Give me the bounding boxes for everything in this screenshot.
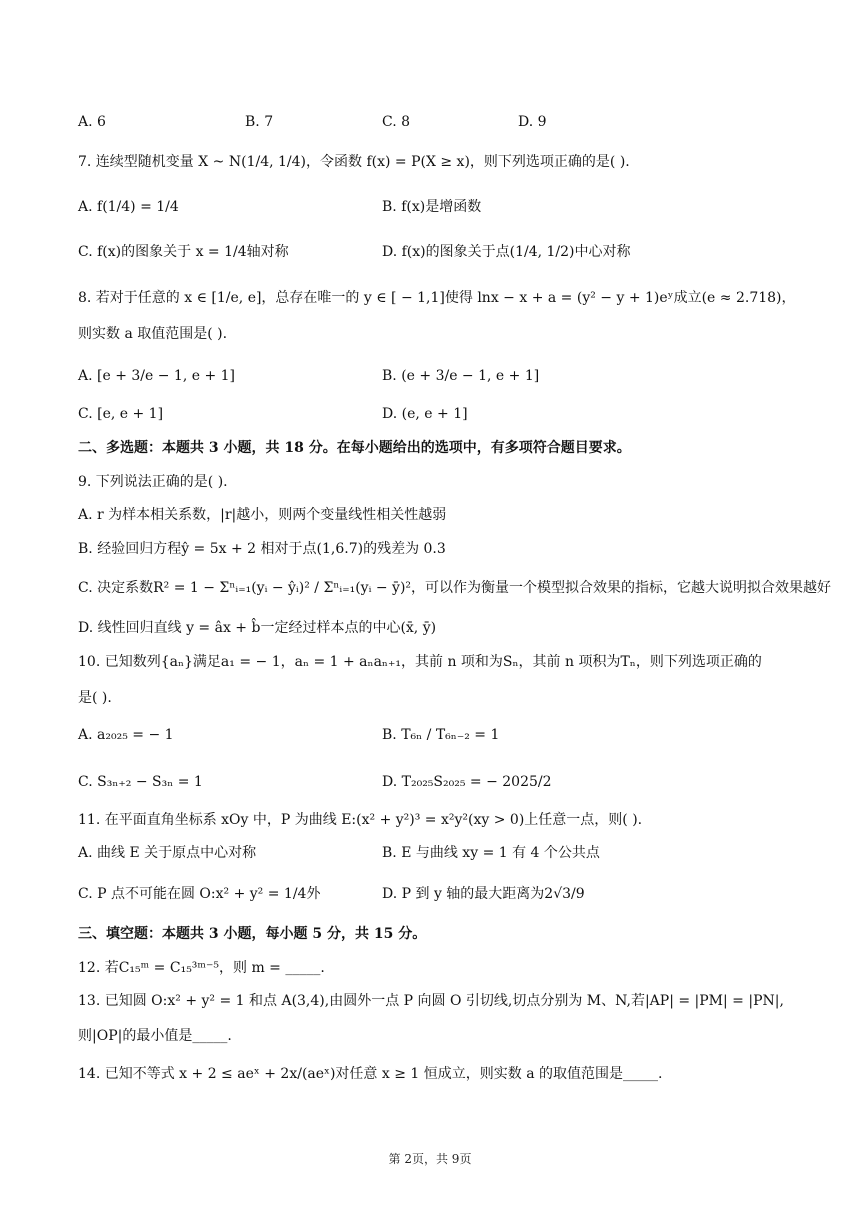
q10-stem-line1: 10. 已知数列{aₙ}满足a₁ = − 1，aₙ = 1 + aₙaₙ₊₁，其前 n 项和为Sₙ，其前 n 项积为Tₙ，则下列选项正确的	[78, 654, 762, 670]
q7-option-b: B. f(x)是增函数	[382, 199, 482, 215]
q11-option-c: C. P 点不可能在圆 O:x² + y² = 1/4外	[78, 886, 321, 902]
q9-option-c: C. 决定系数R² = 1 − Σⁿᵢ₌₁(yᵢ − ŷᵢ)² / Σⁿᵢ₌₁(yᵢ − ȳ)²，可以作为衡量一个模型拟合效果的指标，它越大说明拟合效果越好	[78, 580, 832, 596]
q10-option-c: C. S₃ₙ₊₂ − S₃ₙ = 1	[78, 774, 203, 790]
q9-option-b: B. 经验回归方程ŷ = 5x + 2 相对于点(1,6.7)的残差为 0.3	[78, 541, 446, 557]
q10-option-b: B. T₆ₙ / T₆ₙ₋₂ = 1	[382, 727, 500, 743]
q6-option-c: C. 8	[382, 114, 411, 130]
q10-option-d: D. T₂₀₂₅S₂₀₂₅ = − 2025/2	[382, 774, 552, 790]
q11-option-b: B. E 与曲线 xy = 1 有 4 个公共点	[382, 845, 600, 861]
section-multiple-choice-heading: 二、多选题：本题共 3 小题，共 18 分。在每小题给出的选项中，有多项符合题目要求。	[78, 440, 631, 456]
q8-option-d: D. (e, e + 1]	[382, 406, 468, 422]
page-footer: 第 2页，共 9页	[388, 1152, 472, 1166]
q9-option-d: D. 线性回归直线 y = âx + b̂一定经过样本点的中心(x̄, ȳ)	[78, 620, 437, 636]
q7-option-c: C. f(x)的图象关于 x = 1/4轴对称	[78, 244, 289, 260]
q11-stem: 11. 在平面直角坐标系 xOy 中，P 为曲线 E:(x² + y²)³ = x²y²(xy > 0)上任意一点，则( ).	[78, 812, 643, 828]
q8-stem-line1: 8. 若对于任意的 x ∈ [1/e, e]，总存在唯一的 y ∈ [ − 1,1]使得 lnx − x + a = (y² − y + 1)eʸ成立(e ≈ 2.718)，	[78, 290, 796, 306]
q6-option-d: D. 9	[518, 114, 547, 130]
q11-option-d: D. P 到 y 轴的最大距离为2√3/9	[382, 886, 585, 902]
q13-line1: 13. 已知圆 O:x² + y² = 1 和点 A(3,4),由圆外一点 P 向圆 O 引切线,切点分别为 M、N,若|AP| = |PM| = |PN|,	[78, 993, 784, 1009]
q8-option-c: C. [e, e + 1]	[78, 406, 164, 422]
q9-stem: 9. 下列说法正确的是( ).	[78, 474, 228, 490]
q8-option-b: B. (e + 3/e − 1, e + 1]	[382, 368, 540, 384]
q6-option-a: A. 6	[78, 114, 106, 130]
section-fill-in-heading: 三、填空题：本题共 3 小题，每小题 5 分，共 15 分。	[78, 926, 427, 942]
q6-option-b: B. 7	[245, 114, 274, 130]
q14-text: 14. 已知不等式 x + 2 ≤ aeˣ + 2x/(aeˣ)对任意 x ≥ 1 恒成立，则实数 a 的取值范围是_____.	[78, 1066, 663, 1082]
q10-option-a: A. a₂₀₂₅ = − 1	[78, 727, 174, 743]
q7-option-d: D. f(x)的图象关于点(1/4, 1/2)中心对称	[382, 244, 631, 260]
q12-text: 12. 若C₁₅ᵐ = C₁₅³ᵐ⁻⁵，则 m = _____.	[78, 960, 325, 976]
q13-line2: 则|OP|的最小值是_____.	[78, 1028, 232, 1044]
q7-option-a: A. f(1/4) = 1/4	[78, 199, 179, 215]
q8-option-a: A. [e + 3/e − 1, e + 1]	[78, 368, 236, 384]
q7-stem: 7. 连续型随机变量 X ~ N(1/4, 1/4)，令函数 f(x) = P(X ≥ x)，则下列选项正确的是( ).	[78, 154, 630, 170]
q11-option-a: A. 曲线 E 关于原点中心对称	[78, 845, 257, 861]
q10-stem-line2: 是( ).	[78, 690, 112, 706]
q9-option-a: A. r 为样本相关系数，|r|越小，则两个变量线性相关性越弱	[78, 507, 447, 523]
q8-stem-line2: 则实数 a 取值范围是( ).	[78, 326, 228, 342]
